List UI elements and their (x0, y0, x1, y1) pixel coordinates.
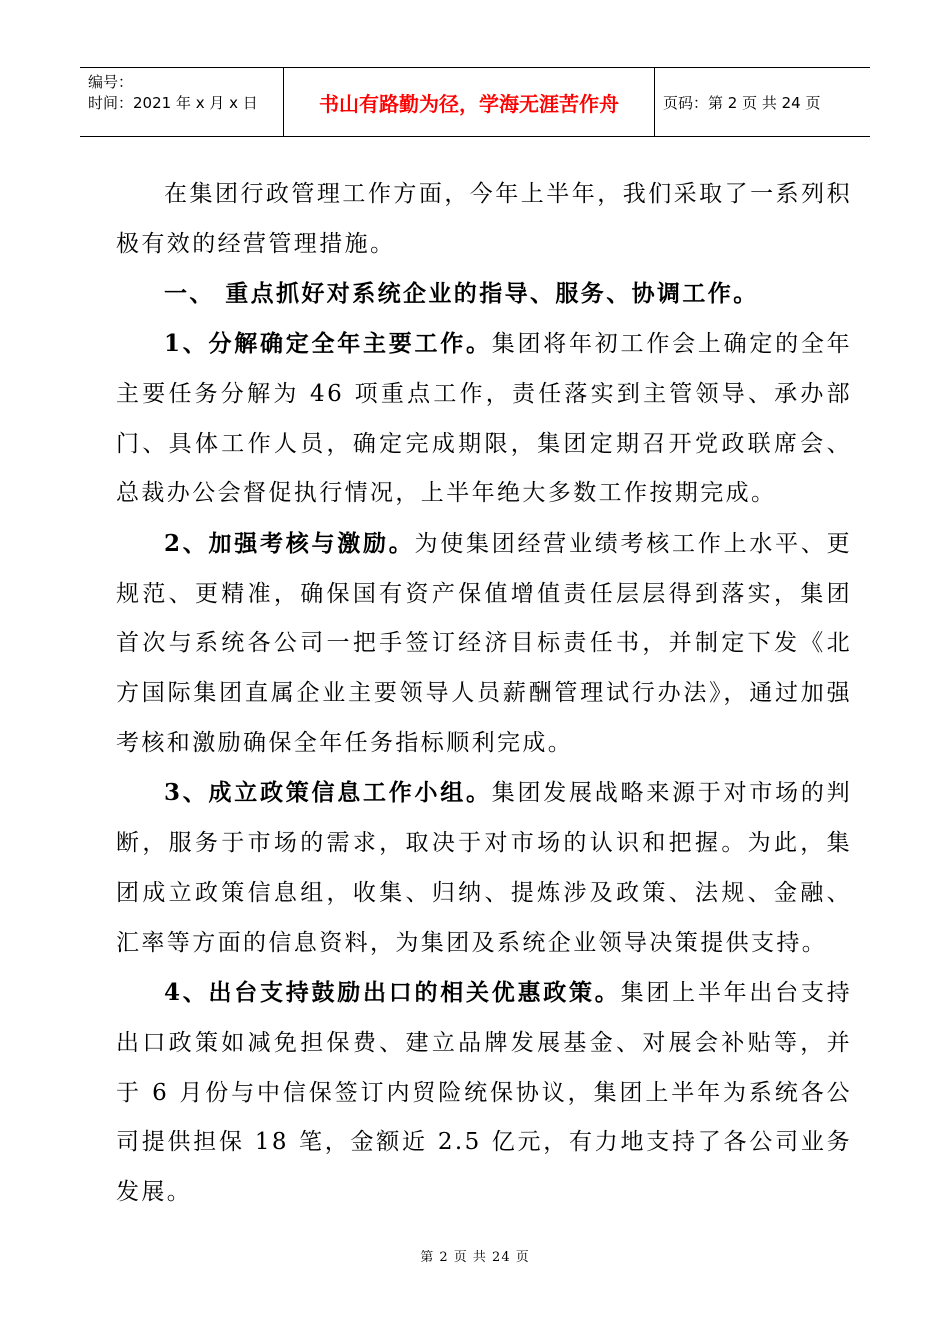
item-heading: 4、出台支持鼓励出口的相关优惠政策。 (164, 979, 621, 1007)
motto-text: 书山有路勤为径，学海无涯苦作舟 (319, 91, 619, 116)
footer-page-number: 第 2 页 共 24 页 (420, 1250, 530, 1265)
number-label: 编号： (88, 73, 134, 91)
header-page-code (655, 68, 870, 136)
item-paragraph-3 (116, 768, 852, 968)
item-heading: 1、分解确定全年主要工作。 (164, 330, 492, 358)
item-paragraph-1 (116, 319, 852, 519)
item-heading: 2、加强考核与激励。 (164, 529, 415, 557)
page-header (80, 67, 870, 137)
header-meta (80, 68, 283, 136)
page-footer (0, 1246, 950, 1265)
time-label: 时间：2021 年 x 月 x 日 (88, 94, 258, 112)
page-code-text: 页码：第 2 页 共 24 页 (663, 93, 821, 112)
document-body (116, 170, 852, 1218)
item-paragraph-4 (116, 968, 852, 1218)
section-title: 一、 重点抓好对系统企业的指导、服务、协调工作。 (164, 280, 759, 308)
item-text: 集团发展战略来源于对市场的判断，服务于市场的需求，取决于对市场的认识和把握。为此，集团成立政策信息组，收集、归纳、提炼涉及政策、法规、金融、汇率等方面的信息资料，为集团及系统企业领导决策提供支持。 (116, 780, 852, 956)
intro-paragraph: 在集团行政管理工作方面，今年上半年，我们采取了一系列积极有效的经营管理措施。 (116, 181, 852, 257)
item-text: 集团将年初工作会上确定的全年主要任务分解为 46 项重点工作，责任落实到主管领导、承办部门、具体工作人员，确定完成期限，集团定期召开党政联席会、总裁办公会督促执行情况，上半年绝大多数工作按期完成。 (116, 331, 852, 507)
header-motto (283, 68, 655, 136)
item-paragraph-2 (116, 519, 852, 769)
item-text: 集团上半年出台支持出口政策如减免担保费、建立品牌发展基金、对展会补贴等，并于 6 月份与中信保签订内贸险统保协议，集团上半年为系统各公司提供担保 18 笔，金额近 2.5 亿元，有力地支持了各公司业务发展。 (116, 980, 852, 1206)
item-heading: 3、成立政策信息工作小组。 (164, 779, 492, 807)
item-text: 为使集团经营业绩考核工作上水平、更规范、更精准，确保国有资产保值增值责任层层得到落实，集团首次与系统各公司一把手签订经济目标责任书，并制定下发《北方国际集团直属企业主要领导人员薪酬管理试行办法》，通过加强考核和激励确保全年任务指标顺利完成。 (116, 530, 852, 756)
